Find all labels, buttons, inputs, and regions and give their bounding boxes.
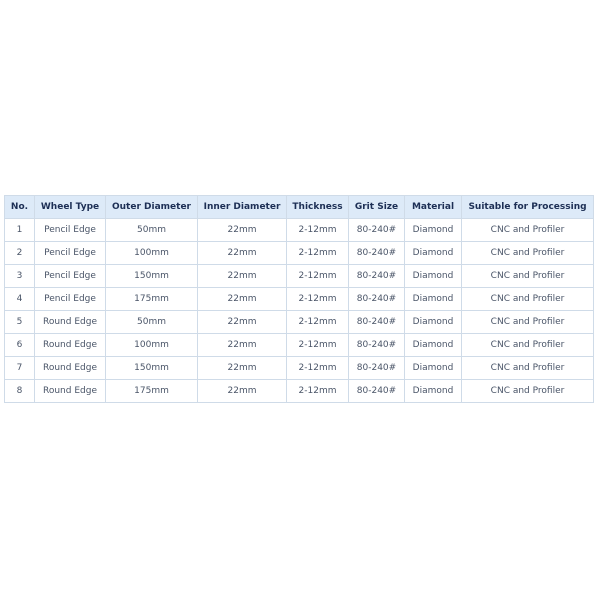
table-row — [5, 288, 594, 311]
cell-grit-size: 80-240# — [349, 311, 405, 334]
cell-grit-size: 80-240# — [349, 265, 405, 288]
cell-no: 4 — [5, 288, 35, 311]
cell-inner-diameter: 22mm — [198, 380, 287, 403]
header-grit-size: Grit Size — [349, 196, 405, 219]
table-header — [5, 196, 594, 219]
cell-inner-diameter: 22mm — [198, 311, 287, 334]
table-row — [5, 219, 594, 242]
cell-wheel-type: Pencil Edge — [35, 288, 106, 311]
specification-table-container — [4, 195, 593, 403]
header-wheel-type: Wheel Type — [35, 196, 106, 219]
cell-grit-size: 80-240# — [349, 288, 405, 311]
cell-outer-diameter: 175mm — [106, 380, 198, 403]
table-row — [5, 242, 594, 265]
cell-grit-size: 80-240# — [349, 242, 405, 265]
cell-thickness: 2-12mm — [287, 357, 349, 380]
cell-inner-diameter: 22mm — [198, 357, 287, 380]
cell-thickness: 2-12mm — [287, 242, 349, 265]
cell-material: Diamond — [405, 311, 462, 334]
table-row — [5, 380, 594, 403]
cell-thickness: 2-12mm — [287, 288, 349, 311]
cell-material: Diamond — [405, 357, 462, 380]
wheel-specification-table — [4, 195, 594, 403]
cell-no: 5 — [5, 311, 35, 334]
cell-suitable-for-processing: CNC and Profiler — [462, 288, 594, 311]
cell-suitable-for-processing: CNC and Profiler — [462, 380, 594, 403]
cell-outer-diameter: 100mm — [106, 242, 198, 265]
cell-suitable-for-processing: CNC and Profiler — [462, 219, 594, 242]
header-outer-diameter: Outer Diameter — [106, 196, 198, 219]
cell-inner-diameter: 22mm — [198, 242, 287, 265]
header-material: Material — [405, 196, 462, 219]
cell-no: 7 — [5, 357, 35, 380]
cell-thickness: 2-12mm — [287, 311, 349, 334]
cell-material: Diamond — [405, 380, 462, 403]
cell-suitable-for-processing: CNC and Profiler — [462, 334, 594, 357]
table-row — [5, 265, 594, 288]
table-row — [5, 334, 594, 357]
cell-wheel-type: Pencil Edge — [35, 219, 106, 242]
cell-inner-diameter: 22mm — [198, 334, 287, 357]
cell-thickness: 2-12mm — [287, 380, 349, 403]
cell-thickness: 2-12mm — [287, 219, 349, 242]
cell-material: Diamond — [405, 242, 462, 265]
cell-material: Diamond — [405, 219, 462, 242]
cell-grit-size: 80-240# — [349, 219, 405, 242]
cell-no: 6 — [5, 334, 35, 357]
cell-wheel-type: Round Edge — [35, 334, 106, 357]
cell-grit-size: 80-240# — [349, 357, 405, 380]
cell-no: 3 — [5, 265, 35, 288]
cell-no: 2 — [5, 242, 35, 265]
cell-inner-diameter: 22mm — [198, 265, 287, 288]
header-suitable-for-processing: Suitable for Processing — [462, 196, 594, 219]
cell-grit-size: 80-240# — [349, 380, 405, 403]
header-no: No. — [5, 196, 35, 219]
cell-outer-diameter: 150mm — [106, 265, 198, 288]
cell-material: Diamond — [405, 334, 462, 357]
header-inner-diameter: Inner Diameter — [198, 196, 287, 219]
cell-outer-diameter: 50mm — [106, 311, 198, 334]
table-row — [5, 311, 594, 334]
cell-no: 8 — [5, 380, 35, 403]
cell-suitable-for-processing: CNC and Profiler — [462, 357, 594, 380]
cell-outer-diameter: 150mm — [106, 357, 198, 380]
cell-wheel-type: Pencil Edge — [35, 265, 106, 288]
cell-wheel-type: Round Edge — [35, 357, 106, 380]
cell-suitable-for-processing: CNC and Profiler — [462, 311, 594, 334]
cell-thickness: 2-12mm — [287, 334, 349, 357]
cell-grit-size: 80-240# — [349, 334, 405, 357]
cell-outer-diameter: 175mm — [106, 288, 198, 311]
cell-suitable-for-processing: CNC and Profiler — [462, 265, 594, 288]
cell-material: Diamond — [405, 288, 462, 311]
cell-wheel-type: Round Edge — [35, 380, 106, 403]
cell-no: 1 — [5, 219, 35, 242]
cell-material: Diamond — [405, 265, 462, 288]
cell-wheel-type: Pencil Edge — [35, 242, 106, 265]
header-row — [5, 196, 594, 219]
cell-suitable-for-processing: CNC and Profiler — [462, 242, 594, 265]
table-body — [5, 219, 594, 403]
cell-thickness: 2-12mm — [287, 265, 349, 288]
cell-outer-diameter: 100mm — [106, 334, 198, 357]
header-thickness: Thickness — [287, 196, 349, 219]
cell-inner-diameter: 22mm — [198, 288, 287, 311]
cell-wheel-type: Round Edge — [35, 311, 106, 334]
cell-outer-diameter: 50mm — [106, 219, 198, 242]
cell-inner-diameter: 22mm — [198, 219, 287, 242]
table-row — [5, 357, 594, 380]
